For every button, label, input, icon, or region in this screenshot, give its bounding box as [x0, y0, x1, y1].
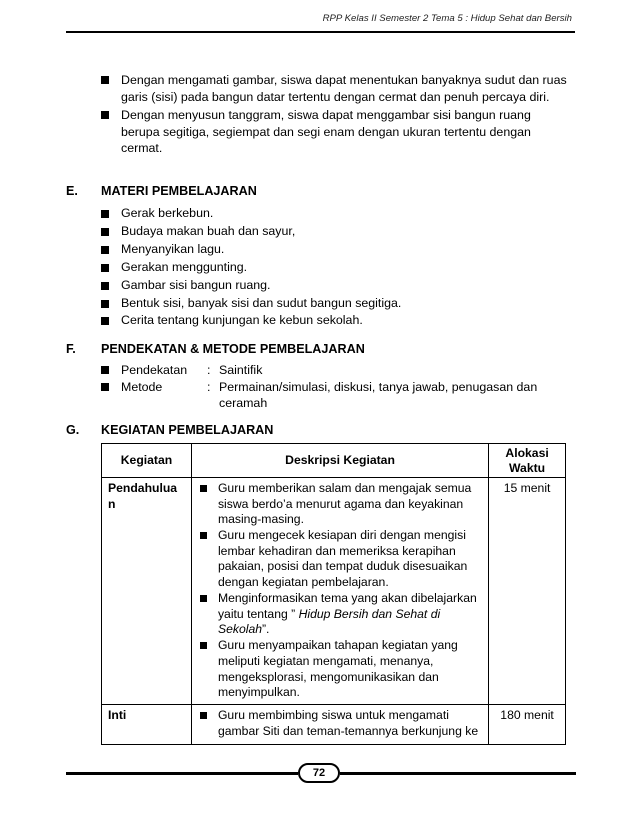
colon-separator: : — [207, 363, 211, 377]
list-item-text: Budaya makan buah dan sayur, — [121, 223, 296, 238]
square-bullet-icon — [101, 228, 109, 236]
list-item — [101, 241, 571, 259]
list-item-text: Guru mengecek kesiapan diri dengan mengisi lembar kehadiran dan memeriksa kerapihan pakaian, posisi dan tempat duduk disesuaikan dengan kegiatan pembelajaran. — [217, 528, 468, 590]
approach-label: Pendekatan — [121, 363, 188, 377]
list-item-text: Gerak berkebun. — [121, 206, 214, 220]
list-item-text: Bentuk sisi, banyak sisi dan sudut bangun segitiga. — [121, 295, 402, 310]
square-bullet-icon — [101, 300, 109, 308]
list-item-text: Gambar sisi bangun ruang. — [121, 277, 271, 292]
approach-method-list — [101, 362, 571, 412]
section-letter-g: G. — [66, 423, 80, 437]
square-bullet-icon — [101, 317, 109, 325]
description-list — [200, 708, 482, 739]
list-item-text: Guru membimbing siswa untuk mengamati gambar Siti dan teman-temannya berkunjung ke — [217, 708, 479, 738]
list-item-text: Cerita tentang kunjungan ke kebun sekolah. — [121, 313, 363, 328]
list-item — [200, 708, 482, 739]
table-header-row — [102, 444, 566, 478]
colon-separator: : — [207, 379, 211, 394]
list-item — [101, 295, 571, 313]
list-item — [200, 528, 482, 590]
list-item-text: Gerakan menggunting. — [121, 259, 248, 274]
square-bullet-icon — [101, 111, 109, 119]
list-item — [101, 259, 571, 277]
square-bullet-icon — [200, 485, 207, 492]
list-item-text: Guru menyampaikan tahapan kegiatan yang meliputi kegiatan mengamati, menanya, mengeksplorasi, mengomunikasikan dan menyimpulkan. — [217, 638, 458, 700]
approach-value: Saintifik — [219, 363, 263, 377]
square-bullet-icon — [101, 76, 109, 84]
header-rule — [66, 31, 575, 33]
square-bullet-icon — [101, 366, 109, 374]
approach-row — [101, 362, 571, 379]
list-item-text: Guru memberikan salam dan mengajak semua siswa berdo’a menurut agama dan keyakinan masing-masing. — [217, 481, 472, 527]
page-number: 72 — [298, 763, 340, 783]
table-row — [102, 705, 566, 745]
list-item-text-post: ”. — [262, 622, 270, 637]
activity-description-cell — [191, 478, 488, 705]
square-bullet-icon — [101, 383, 109, 391]
method-label: Metode — [121, 379, 163, 394]
square-bullet-icon — [101, 246, 109, 254]
list-item — [200, 591, 482, 638]
list-item — [101, 205, 571, 223]
list-item — [101, 107, 571, 157]
table-row — [102, 478, 566, 705]
list-item — [200, 638, 482, 700]
time-allocation-cell: 180 menit — [489, 705, 566, 745]
square-bullet-icon — [101, 282, 109, 290]
column-header-deskripsi: Deskripsi Kegiatan — [191, 444, 488, 478]
list-item — [101, 72, 571, 105]
activity-table — [101, 443, 566, 745]
list-item-text-pre: Menginformasikan tema yang akan dibelajarkan yaitu tentang ” — [217, 591, 477, 621]
section-title-materi: MATERI PEMBELAJARAN — [101, 184, 257, 198]
section-title-kegiatan: KEGIATAN PEMBELAJARAN — [101, 423, 274, 437]
list-item — [101, 277, 571, 295]
square-bullet-icon — [200, 712, 207, 719]
list-item-text: Dengan mengamati gambar, siswa dapat menentukan banyaknya sudut dan ruas garis (sisi) pada bangun datar tertentu dengan cermat dan penuh percaya diri. — [121, 73, 567, 104]
activity-description-cell — [191, 705, 488, 745]
list-item-text: Dengan menyusun tanggram, siswa dapat menggambar sisi bangun ruang berupa segitiga, segiempat dan segi enam dengan ukuran tertentu dengan cermat. — [121, 108, 531, 155]
square-bullet-icon — [200, 642, 207, 649]
section-title-pendekatan: PENDEKATAN & METODE PEMBELAJARAN — [101, 342, 365, 356]
description-list — [200, 481, 482, 701]
square-bullet-icon — [200, 595, 207, 602]
running-header: RPP Kelas II Semester 2 Tema 5 : Hidup Sehat dan Bersih — [322, 13, 572, 24]
footer-rule-right — [340, 772, 576, 775]
activity-name-cell: Inti — [102, 705, 192, 745]
intro-bullet-list — [101, 72, 571, 159]
activity-name-cell: Pendahulua n — [102, 478, 192, 705]
section-letter-f: F. — [66, 342, 76, 356]
section-letter-e: E. — [66, 184, 78, 198]
column-header-kegiatan: Kegiatan — [102, 444, 192, 478]
footer-rule-left — [66, 772, 298, 775]
list-item-text: Menyanyikan lagu. — [121, 241, 225, 256]
time-allocation-cell: 15 menit — [489, 478, 566, 705]
theme-title: Hidup Bersih dan Sehat di Sekolah — [217, 606, 441, 637]
square-bullet-icon — [200, 532, 207, 539]
method-value: Permainan/simulasi, diskusi, tanya jawab, penugasan dan ceramah — [219, 379, 538, 410]
square-bullet-icon — [101, 210, 109, 218]
method-row — [101, 379, 571, 412]
list-item — [200, 481, 482, 528]
square-bullet-icon — [101, 264, 109, 272]
materi-list — [101, 205, 571, 330]
list-item — [101, 312, 571, 330]
column-header-alokasi: Alokasi Waktu — [489, 444, 566, 478]
list-item — [101, 223, 571, 241]
